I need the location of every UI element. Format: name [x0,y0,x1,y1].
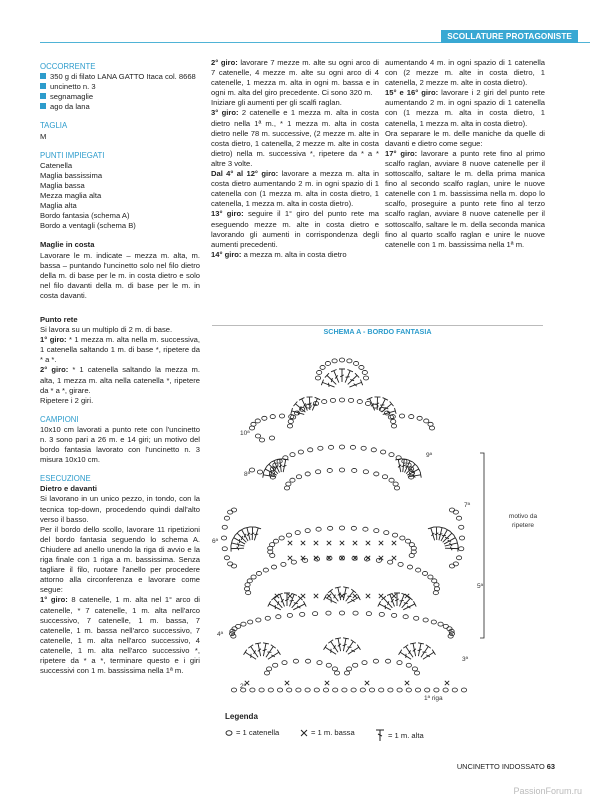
single-crochet-stitch [288,594,292,598]
chain-stitch [279,414,284,418]
chain-stitch [449,508,454,512]
separazione-text: Ora separare le m. delle maniche da quelle di davanti e dietro come segue: [385,128,545,148]
chain-stitch [334,671,339,675]
punto-item: Bordo a ventagli (schema B) [40,221,136,231]
watermark: PassionForum.ru [513,786,582,796]
chain-stitch [456,516,461,520]
single-crochet-stitch [288,556,292,560]
chain-stitch [296,688,301,692]
chain-stitch [286,533,291,537]
double-crochet-stitch [339,369,345,382]
chain-stitch [273,539,278,543]
occorrente-item: segnamaglie [40,92,200,102]
punto-item: Bordo fantasia (schema A) [40,211,130,221]
single-crochet-icon [300,729,308,737]
chain-stitch [363,527,368,531]
chain-stitch [221,536,226,540]
single-crochet-stitch [301,541,305,545]
chain-stitch [406,663,411,667]
chain-stitch [384,531,389,535]
single-crochet-stitch [327,594,331,598]
double-crochet-stitch [293,601,306,610]
chain-stitch [339,611,344,615]
chain-stitch [231,508,236,512]
chain-stitch [448,634,453,638]
chain-stitch [293,659,298,663]
single-crochet-stitch [325,681,329,685]
giro-15-16: 15° e 16° giro: lavorare i 2 giri del punto rete aumentando 2 m. in ogni spazio di 1 catenella con (1 mezza m. alta in costa dietro, 1 catenella, 1 mezza m. alta in costa dietro). [385,88,546,128]
chain-stitch [287,424,292,428]
chain-stitch [323,688,328,692]
chain-stitch [438,622,443,626]
chain-stitch [244,587,249,591]
chain-stitch [248,620,253,624]
chain-stitch [394,486,399,490]
giro-4-12: Dal 4° al 12° giro: lavorare a mezza m. alta in costa dietro aumentando 2 m. in ogni spazio di 1 catenella con (1 mezza m. alta in costa dietro, 1 catenella, 1 mezza m. alta in costa dietro). [211,169,379,209]
motivo-label: motivo da ripetere [508,513,538,529]
double-crochet-stitch [254,527,261,540]
chain-stitch [339,526,344,530]
punto-rete-g1: 1° giro: * 1 mezza m. alta nella m. successiva, 1 catenella saltando 1 m. di base *, ripetere da * a *. [40,335,200,365]
row-label-3: 3ª [462,656,469,663]
chain-stitch [422,571,427,575]
chain-stitch [263,568,268,572]
single-crochet-stitch [379,594,383,598]
chain-stitch [339,358,344,362]
chain-stitch [350,445,355,449]
double-crochet-stitch [403,601,416,610]
page-footer: UNCINETTO INDOSSATO 63 [456,762,555,771]
chain-stitch [276,615,281,619]
chain-stitch [459,536,464,540]
double-crochet-stitch [282,459,288,472]
chain-stitch [305,659,310,663]
chain-stitch [224,516,229,520]
chain-stitch [406,688,411,692]
chain-stitch [424,419,429,423]
chain-stitch [231,634,236,638]
chain-stitch [363,376,368,380]
chain-stitch [317,370,322,374]
chain-stitch [414,616,419,620]
chain-stitch [231,688,236,692]
chain-stitch [434,587,439,591]
giro-14-cont: aumentando 4 m. in ogni spazio di 1 catenella con (2 mezze m. alte in costa dietro, 1 catenella, 2 mezze m. alte in costa dietro). [385,58,545,88]
schema-divider [212,325,543,326]
single-crochet-stitch [314,541,318,545]
column-1 [40,62,200,676]
chain-stitch [222,547,227,551]
chain-stitch [300,612,305,616]
chain-stitch [279,536,284,540]
chain-stitch [431,620,436,624]
chain-stitch [374,472,379,476]
single-crochet-stitch [340,541,344,545]
chain-stitch [287,613,292,617]
section-header: SCOLLATURE PROTAGONISTE [441,30,578,43]
chain-stitch [313,612,318,616]
chain-stitch [288,419,293,423]
maglie-costa-title: Maglie in costa [40,240,95,250]
chain-stitch [362,661,367,665]
row-label-10: 10ª [240,430,250,437]
chain-stitch [295,531,300,535]
double-crochet-stitch [400,593,407,606]
punto-item: Maglia alta [40,201,77,211]
chain-stitch [354,361,359,365]
chain-stitch [265,616,270,620]
row-label-9: 9ª [426,452,433,459]
chain-stitch [256,618,261,622]
chain-stitch [362,370,367,374]
chain-stitch [409,415,414,419]
chain-stitch [281,562,286,566]
chain-stitch [403,615,408,619]
double-crochet-stitch [445,546,458,552]
esecuzione-title: ESECUZIONE [40,474,91,484]
single-crochet-stitch [405,681,409,685]
chain-stitch [332,667,337,671]
column-2 [211,58,379,260]
chain-stitch [314,688,319,692]
chain-stitch [241,622,246,626]
single-crochet-stitch [392,556,396,560]
chain-stitch [268,688,273,692]
bullet-square-icon [40,73,46,79]
chain-stitch [251,575,256,579]
double-crochet-stitch [231,546,244,552]
chain-stitch [351,688,356,692]
chain-stitch [353,611,358,615]
double-crochet-stitch [438,527,445,540]
chain-stitch [326,663,331,667]
chain-stitch [373,659,378,663]
punto-item: Mezza maglia alta [40,191,102,201]
giro-13: 13° giro: seguire il 1° giro del punto rete ma eseguendo mezze m. alte in costa dietro e lavorando gli aumenti in corrispondenza degli aumenti precedenti. [211,209,379,249]
chain-stitch [393,482,398,486]
chain-stitch [347,359,352,363]
punto-item: Maglia bassissima [40,170,103,180]
chain-stitch [388,688,393,692]
bullet-square-icon [40,83,46,89]
chain-stitch [365,401,370,405]
chain-stitch [315,376,320,380]
chain-stitch [381,450,386,454]
chain-stitch [409,553,414,557]
taglia-value: M [40,131,47,141]
chain-stitch [333,688,338,692]
chain-stitch [391,424,396,428]
chain-stitch [255,434,260,438]
chain-stitch [339,468,344,472]
punto-rete-g2: 2° giro: * 1 catenella saltando la mezza m. alta, 1 mezza m. alta nella catenella *, ripetere da * a *, girare. [40,365,200,395]
occorrente-item: 350 g di filato LANA GATTO Itaca col. 8668 [40,72,200,82]
chain-stitch [316,470,321,474]
chain-stitch [453,510,458,514]
punto-item: Catenella [40,160,73,170]
column-3 [385,58,545,250]
chain-stitch [429,426,434,430]
chain-stitch [308,448,313,452]
chain-stitch [397,661,402,665]
raglan-text: Iniziare gli aumenti per gli scalfi raglan. [211,98,342,108]
chain-stitch [322,400,327,404]
crochet-chart-diagram [212,338,502,708]
chain-stitch [290,453,295,457]
chain-stitch [236,624,241,628]
chain-stitch [342,688,347,692]
chain-stitch [339,445,344,449]
chain-stitch [352,468,357,472]
esecuzione-p1: Si lavorano in un unico pezzo, in tondo, con la tecnica top-down, procedendo quindi dall'alto verso il basso. [40,494,200,524]
single-crochet-stitch [288,541,292,545]
giro-2: 2° giro: lavorare 7 mezze m. alte su ogni arco di 7 catenelle, 4 mezze m. alte su ogni arco di 4 catenelle, 1 mezza m. alta in ogni m. bassa e in ogni m. alta del giro precedente. Ci sono 320 m. [211,58,379,98]
single-crochet-stitch [314,594,318,598]
chain-stitch [456,556,461,560]
chain-stitch [405,539,410,543]
chain-stitch [273,663,278,667]
chain-stitch [317,661,322,665]
chain-stitch [389,478,394,482]
chain-stitch [287,688,292,692]
chain-stitch [328,445,333,449]
chain-stitch [391,419,396,423]
legend-title: Legenda [225,712,258,721]
chain-stitch [271,565,276,569]
chain-stitch [286,482,291,486]
chain-stitch [318,446,323,450]
chain-stitch [398,562,403,566]
punto-rete-intro: Si lavora su un multiplo di 2 m. di base. [40,325,173,335]
punti-title: PUNTI IMPIEGATI [40,150,105,160]
chain-stitch [379,612,384,616]
chain-stitch [246,591,251,595]
chain-stitch [284,486,289,490]
chain-stitch [245,583,250,587]
chain-stitch [389,453,394,457]
chain-stitch [449,632,454,636]
chain-stitch [449,564,454,568]
occorrente-item: ago da lana [40,102,200,112]
single-crochet-stitch [327,541,331,545]
chain-stitch [366,612,371,616]
chain-stitch [397,688,402,692]
chain-stitch [264,671,269,675]
double-crochet-stitch [244,527,250,540]
single-crochet-stitch [353,541,357,545]
chain-stitch [267,667,272,671]
chain-stitch [327,468,332,472]
double-crochet-stitch [231,540,244,547]
chain-stitch [407,565,412,569]
chain-stitch [298,450,303,454]
maglie-costa-text: Lavorare le m. indicate – mezza m. alta, m. bassa – puntando l'uncinetto solo nel filo dietro della m. di base per le m. in costa dietro e solo nel filo davanti della m. di base per le m. in costa davanti. [40,250,200,300]
double-crochet-icon [375,728,385,742]
chain-stitch [262,416,267,420]
chain-stitch [228,562,233,566]
chain-stitch [291,560,296,564]
chain-stitch [392,613,397,617]
row-label-7: 7ª [464,502,471,509]
chain-stitch [325,361,330,365]
chain-stitch [459,525,464,529]
chain-stitch [257,470,262,474]
chain-stitch [344,671,349,675]
chain-stitch [250,688,255,692]
chain-stitch [361,446,366,450]
single-crochet-stitch [353,594,357,598]
chain-stitch [443,688,448,692]
chain-stitch [353,663,358,667]
chain-stitch [417,416,422,420]
chain-stitch [303,558,308,562]
chain-stitch [363,470,368,474]
chain-stitch [425,688,430,692]
chain-stitch [392,533,397,537]
chain-stitch [259,688,264,692]
chain-stitch [433,591,438,595]
chain-stitch [453,562,458,566]
giro-3: 3° giro: 2 catenelle e 1 mezza m. alta in costa dietro nella 1ª m., * 1 mezza m. alta in costa dietro nelle 78 m. successive, (2 mezze m. alte in costa dietro, 1 catenella, 2 mezze m. alte in costa dietro) nella m. successiva *, ripetere da * a * altre 3 volte. [211,108,379,168]
bullet-square-icon [40,93,46,99]
chain-stitch [249,468,254,472]
chain-stitch [277,688,282,692]
chain-stitch [359,365,364,369]
double-crochet-stitch [428,527,435,540]
taglia-title: TAGLIA [40,121,68,131]
chain-stitch [222,525,227,529]
chain-stitch [434,688,439,692]
chain-stitch [388,560,393,564]
chain-stitch [270,543,275,547]
chain-stitch [305,688,310,692]
esecuzione-sub: Dietro e davanti [40,484,97,494]
single-crochet-stitch [445,681,449,685]
chain-stitch [385,659,390,663]
campioni-text: 10x10 cm lavorati a punto rete con l'uncinetto n. 3 sono pari a 26 m. e 14 giri; un motivo del bordo fantasia lavorato con l'uncinetto n. 3 misura 10x10 cm. [40,424,200,465]
chain-stitch [379,688,384,692]
chain-stitch [348,398,353,402]
single-crochet-stitch [366,594,370,598]
punto-item: Maglia bassa [40,180,85,190]
single-crochet-stitch [301,594,305,598]
row-label-1: 1ª riga [424,695,443,702]
single-crochet-stitch [365,681,369,685]
chain-stitch [251,422,256,426]
single-crochet-stitch [379,541,383,545]
chain-stitch [228,510,233,514]
chain-stitch [326,611,331,615]
double-crochet-stitch [445,540,458,546]
chain-stitch [256,571,261,575]
chain-stitch [432,579,437,583]
double-crochet-stitch [395,459,401,472]
chain-stitch [305,529,310,533]
chain-stitch [452,688,457,692]
single-crochet-stitch [366,541,370,545]
chain-stitch [459,547,464,551]
chain-stitch [415,688,420,692]
chain-stitch [369,688,374,692]
legend-bassa: = 1 m. bassa [300,728,355,737]
chain-stitch [414,671,419,675]
chain-stitch [416,568,421,572]
chain-stitch [423,618,428,622]
chain-stitch [461,688,466,692]
chain-stitch [330,398,335,402]
single-crochet-stitch [392,594,396,598]
giro-17: 17° giro: lavorare a punto rete fino al primo scalfo raglan, avviare 8 nuove catenelle per il sottoscalfo, saltare le m. della prima manica fino al secondo scalfo raglan, unire le nuove catenelle con 1 m. bassissima nella m. dopo lo scalfo, proseguire a punto rete fino al terzo scalfo raglan, avviare 8 nuove catenelle per il sottoscalfo, saltare le m. della seconda manica fino al quarto scalfo raglan e unire le nuove catenelle con 1 m. bassissima nella 1ª m. [385,148,545,249]
row-label-4: 4ª [217,631,224,638]
chain-stitch [255,419,260,423]
chain-stitch [339,398,344,402]
chain-stitch [412,667,417,671]
chain-stitch [247,579,252,583]
double-crochet-stitch [348,373,359,384]
esecuzione-p2: Per il bordo dello scollo, lavorare 11 ripetizioni del bordo fantasia seguendo lo schema A. Chiudere ad anello unendo la riga di avvio e la riga finale con 1 riga a m. bassissima. Senza tagliare il filo, ruotare l'anello per procedere attorno alla circonferenza e lavorare come segue: [40,524,200,595]
chain-stitch [376,558,381,562]
legend-catenella: = 1 catenella [225,728,279,737]
chain-stitch [224,556,229,560]
chain-stitch [357,400,362,404]
occorrente-title: OCCORRENTE [40,62,96,71]
chain-stitch [270,415,275,419]
punto-rete-outro: Ripetere i 2 giri. [40,395,94,405]
double-crochet-stitch [325,373,336,384]
campioni-title: CAMPIONI [40,414,79,424]
bullet-square-icon [40,103,46,109]
chain-stitch [434,583,439,587]
occorrente-item: uncinetto n. 3 [40,82,200,92]
chain-stitch [351,526,356,530]
esecuzione-g1: 1° giro: 8 catenelle, 1 m. alta nel 1° arco di catenelle, * 7 catenelle, 1 m. alta nell'arco successivo, 7 catenelle, 1 m. bassa, 7 catenelle, 1 m. bassa nell'arco successivo, 7 catenelle, 1 m. alta nell'arco successivo, 4 catenelle, 1 m. alta nell'arco successivo *, ripetere da * a *, terminare questo e i giri successivi con 1 m. bassissima nella 1ª m. [40,595,200,676]
chain-stitch [347,667,352,671]
chain-stitch [269,436,274,440]
row-label-2: 2ª [240,683,247,690]
row-label-5: 5ª [477,583,484,590]
chain-stitch [332,359,337,363]
chain-stitch [399,414,404,418]
chain-stitch-icon [225,729,233,737]
single-crochet-stitch [392,541,396,545]
chain-stitch [231,564,236,568]
chain-stitch [328,526,333,530]
giro-14: 14° giro: a mezza m. alta in costa dietro [211,249,347,259]
punto-rete-title: Punto rete [40,314,78,324]
chain-stitch [428,575,433,579]
chain-stitch [259,438,264,442]
chain-stitch [360,688,365,692]
chain-stitch [316,527,321,531]
motivo-bracket [480,453,484,638]
schema-title: SCHEMA A - BORDO FANTASIA [323,327,432,336]
chain-stitch [282,661,287,665]
chain-stitch [290,478,295,482]
chain-stitch [382,475,387,479]
row-label-6: 6ª [212,538,219,545]
chain-stitch [374,529,379,533]
chain-stitch [320,365,325,369]
row-label-8: 8ª [244,471,251,478]
chain-stitch [371,448,376,452]
chain-stitch [296,475,301,479]
chain-stitch [305,472,310,476]
chain-stitch [400,536,405,540]
legend-alta: = 1 m. alta [375,728,424,742]
chain-stitch [443,624,448,628]
single-crochet-stitch [285,681,289,685]
